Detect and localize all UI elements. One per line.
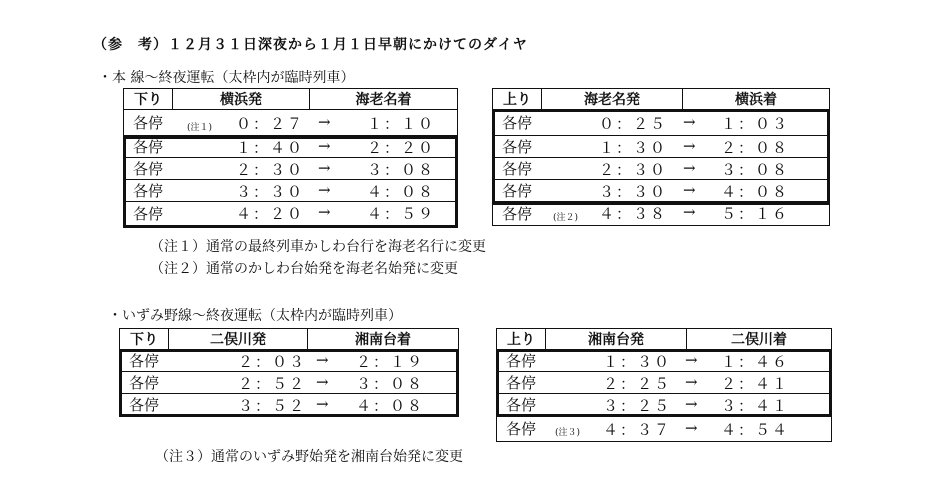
header-departure: 二俣川発	[169, 329, 308, 349]
arrow: →	[318, 113, 331, 131]
arrival-time: ４：０８	[367, 183, 436, 201]
header-arrival: 湘南台着	[355, 332, 411, 348]
table-header	[119, 328, 459, 350]
departure-time: ３：３０	[599, 183, 668, 201]
table-row	[123, 136, 458, 158]
honsen-heading: ・本 線～終夜運転（太枠内が臨時列車）	[98, 70, 355, 86]
train-type: 各停	[128, 374, 159, 392]
arrival-time: ４：５９	[367, 205, 436, 223]
departure-time: ３：２５	[603, 397, 672, 415]
table-row	[496, 394, 832, 416]
arrow: →	[685, 395, 698, 413]
table-row	[496, 350, 832, 372]
table-row	[119, 394, 459, 416]
table-header	[492, 88, 830, 110]
departure-time: ２：３０	[236, 161, 305, 179]
page-title: （参 考）１２月３１日深夜から１月１日早朝にかけてのダイヤ	[93, 37, 528, 53]
table-row	[123, 110, 458, 136]
table-row	[496, 372, 832, 394]
note-2: （注２）通常のかしわ台始発を海老名始発に変更	[150, 261, 458, 277]
note-3: （注３）通常のいずみ野始発を湘南台始発に変更	[155, 449, 463, 465]
arrival-time: ３：０８	[356, 375, 425, 393]
arrow: →	[318, 159, 331, 177]
arrow: →	[685, 351, 698, 369]
arrival-time: ４：５４	[721, 421, 790, 439]
header-direction: 下り	[124, 89, 173, 109]
departure-time: １：４０	[236, 139, 305, 157]
header-departure: 横浜発	[173, 89, 310, 109]
header-direction: 上り	[497, 329, 546, 349]
departure-time: ３：３０	[236, 183, 305, 201]
note-tag: (注１)	[187, 123, 213, 133]
departure-time: ０：２５	[599, 115, 668, 133]
departure-time: ３：５２	[238, 397, 307, 415]
note-tag: (注２)	[553, 213, 579, 223]
header-arrival: 横浜着	[735, 92, 777, 108]
arrow: →	[318, 181, 331, 199]
departure-time: ４：３８	[599, 205, 668, 223]
arrival-time: ４：０８	[721, 183, 790, 201]
departure-time: ４：２０	[236, 205, 305, 223]
departure-time: ４：３７	[603, 421, 672, 439]
table-row	[492, 158, 830, 180]
izumino-heading: ・いずみ野線～終夜運転（太枠内が臨時列車）	[108, 308, 402, 324]
header-direction: 下り	[120, 329, 169, 349]
arrival-time: ３：０８	[721, 161, 790, 179]
header-direction: 上り	[493, 89, 542, 109]
table-row	[119, 350, 459, 372]
departure-time: １：３０	[603, 353, 672, 371]
arrival-time: ２：０８	[721, 139, 790, 157]
departure-time: ２：５２	[238, 375, 307, 393]
arrival-time: ５：１６	[721, 205, 790, 223]
arrow: →	[318, 137, 331, 155]
table-row	[496, 416, 832, 442]
train-type: 各停	[128, 396, 159, 414]
arrow: →	[683, 181, 696, 199]
table-row	[492, 180, 830, 202]
arrow: →	[683, 113, 696, 131]
arrival-time: ３：４１	[721, 397, 790, 415]
arrow: →	[316, 395, 329, 413]
note-1: （注１）通常の最終列車かしわ台行を海老名行に変更	[150, 239, 486, 255]
arrow: →	[685, 419, 698, 437]
arrow: →	[316, 373, 329, 391]
train-type: 各停	[505, 396, 536, 414]
header-arrival: 二俣川着	[731, 332, 787, 348]
train-type: 各停	[501, 114, 532, 132]
table-row	[123, 202, 458, 226]
departure-time: ２：２５	[603, 375, 672, 393]
departure-time: １：３０	[599, 139, 668, 157]
arrival-time: １：４６	[721, 353, 790, 371]
arrival-time: ３：０８	[367, 161, 436, 179]
table-row	[492, 202, 830, 226]
table-row	[119, 372, 459, 394]
arrival-time: ２：２０	[367, 139, 436, 157]
arrow: →	[683, 137, 696, 155]
arrow: →	[683, 159, 696, 177]
train-type: 各停	[128, 352, 159, 370]
header-departure: 湘南台発	[546, 329, 687, 349]
train-type: 各停	[501, 138, 532, 156]
header-arrival: 海老名着	[355, 92, 412, 108]
departure-time: ０：２７	[236, 115, 305, 133]
train-type: 各停	[132, 205, 163, 223]
train-type: 各停	[501, 160, 532, 178]
train-type: 各停	[501, 182, 532, 200]
train-type: 各停	[501, 205, 532, 223]
train-type: 各停	[132, 182, 163, 200]
note-tag: (注３)	[555, 428, 581, 438]
arrival-time: ４：０８	[356, 397, 425, 415]
arrival-time: ２：１９	[356, 353, 425, 371]
train-type: 各停	[132, 114, 163, 132]
train-type: 各停	[505, 352, 536, 370]
arrow: →	[318, 203, 331, 221]
arrow: →	[685, 373, 698, 391]
table-row	[492, 110, 830, 136]
table-row	[492, 136, 830, 158]
departure-time: ２：３０	[599, 161, 668, 179]
table-header	[496, 328, 832, 350]
table-row	[123, 180, 458, 202]
table-row	[123, 158, 458, 180]
train-type: 各停	[505, 374, 536, 392]
arrival-time: １：０３	[721, 115, 790, 133]
arrow: →	[683, 203, 696, 221]
table-header	[123, 88, 458, 110]
arrival-time: １：１０	[367, 115, 436, 133]
train-type: 各停	[132, 138, 163, 156]
header-departure: 海老名発	[542, 89, 683, 109]
arrow: →	[316, 351, 329, 369]
train-type: 各停	[132, 160, 163, 178]
departure-time: ２：０３	[238, 353, 307, 371]
arrival-time: ２：４１	[721, 375, 790, 393]
train-type: 各停	[505, 420, 536, 438]
